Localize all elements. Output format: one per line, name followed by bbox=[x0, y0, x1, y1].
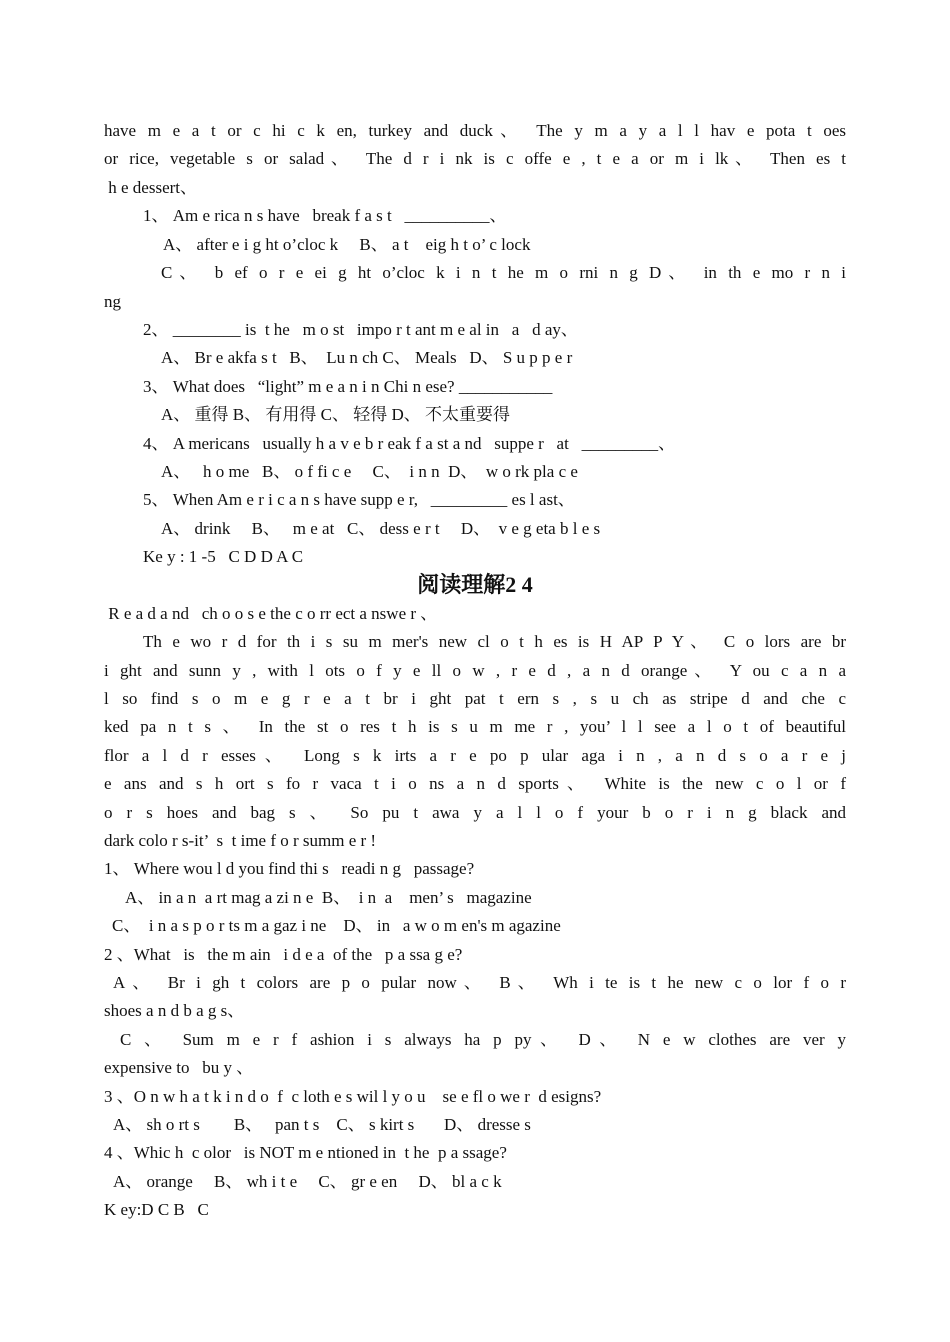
instruction: R e a d a nd ch o o s e the c o rr ect a nswe r 、 bbox=[104, 604, 438, 623]
passage-line-5: flor a l d r esses、 Long s k irts a r e po p ular aga i n , a n d s o a r e j bbox=[104, 746, 846, 765]
answer-key-2: K ey:D C B C bbox=[104, 1200, 209, 1219]
intro-line-1: have m e a t or c hi c k en, turkey and duck、 The y m a y a l l hav e pota t oes bbox=[104, 121, 846, 140]
question-2-2-options-ab-wrap: shoes a n d b a g s、 bbox=[104, 1001, 245, 1020]
question-1-options-wrap: ng bbox=[104, 292, 121, 311]
question-2-2-options-cd-wrap: expensive to bu y 、 bbox=[104, 1058, 254, 1077]
question-2-1: 1、 Where wou l d you find thi s readi n g passage? bbox=[104, 859, 475, 878]
question-2-2: 2 、What is the m ain i d e a of the p a ssa g e? bbox=[104, 945, 463, 964]
intro-line-2: or rice, vegetable s or salad、 The d r i nk is c offe e , t e a or m i lk、 Then es t bbox=[104, 149, 846, 168]
answer-key-1: Ke y : 1 -5 C D D A C bbox=[143, 547, 304, 566]
passage-line-6: e ans and s h ort s fo r vaca t i o ns a n d sports、 White is the new c o l or f bbox=[104, 774, 846, 793]
passage-line-2: i ght and sunn y , with l ots o f y e ll o w , r e d , a n d orange、 Y ou c a n a bbox=[104, 661, 846, 680]
question-2-3-options: A、 sh o rt s B、 pan t s C、 s kirt s D、 dresse s bbox=[113, 1115, 531, 1134]
question-2-3: 3 、O n w h a t k i n d o f c loth e s wil l y o u se e fl o we r d esigns? bbox=[104, 1087, 602, 1106]
question-1-options-ab: A、 after e i g ht o’cloc k B、 a t eig h t o’ c lock bbox=[163, 235, 531, 254]
question-2-options: A、 Br e akfa s t B、 Lu n ch C、 Meals D、 S u p p e r bbox=[161, 348, 573, 367]
question-1-options-cd: C、 b ef o r e ei g ht o’cloc k i n t he m o rni n g D、 in th e mo r n i bbox=[161, 263, 846, 282]
question-4: 4、 A mericans usually h a v e b r eak f a st a nd suppe r at _________、 bbox=[143, 434, 676, 453]
question-2-1-options-ab: A、 in a n a rt mag a zi n e B、 i n a men’ s magazine bbox=[125, 888, 532, 907]
passage-line-4: ked pa n t s 、 In the st o res t h is s u m me r , you’ l l see a l o t of beautiful bbox=[104, 717, 846, 736]
question-5-options: A、 drink B、 m e at C、 dess e r t D、 v e g eta b l e s bbox=[161, 519, 601, 538]
question-2-4: 4 、Whic h c olor is NOT m e ntioned in t he p a ssage? bbox=[104, 1143, 507, 1162]
passage-line-8: dark colo r s-it’ s t ime f o r summ e r ! bbox=[104, 831, 377, 850]
question-2-1-options-cd: C、 i n a s p o r ts m a gaz i ne D、 in a w o m en's m agazine bbox=[112, 916, 561, 935]
question-2-2-options-cd: C 、 Sum m e r f ashion i s always ha p py、 D、 N e w clothes are ver y bbox=[120, 1030, 846, 1049]
section-title: 阅读理解2 4 bbox=[417, 572, 533, 597]
passage-line-3: l so find s o m e g r e a t br i ght pat t ern s , s u ch as stripe d and che c bbox=[104, 689, 846, 708]
question-3-options: A、 重得 B、 有用得 C、 轻得 D、 不太重要得 bbox=[161, 405, 510, 424]
question-4-options: A、 h o me B、 o f fi c e C、 i n n D、 w o rk pla c e bbox=[161, 462, 578, 481]
question-2: 2、 ________ is t he m o st impo r t ant m e al in a d ay、 bbox=[143, 320, 578, 339]
passage-line-1: Th e wo r d for th i s su m mer's new cl o t h es is H AP P Y、 C o lors are br bbox=[143, 632, 846, 651]
question-1: 1、 Am e rica n s have break f a s t __________、 bbox=[143, 206, 507, 225]
intro-line-3: h e dessert、 bbox=[104, 178, 198, 197]
passage-line-7: o r s hoes and bag s 、 So pu t awa y a l l o f your b o r i n g black and bbox=[104, 803, 846, 822]
question-3: 3、 What does “light” m e a n i n Chi n ese? ___________ bbox=[143, 377, 553, 396]
question-2-4-options: A、 orange B、 wh i t e C、 gr e en D、 bl a c k bbox=[113, 1172, 502, 1191]
question-2-2-options-ab: A、 Br i gh t colors are p o pular now、 B、 Wh i te is t he new c o lor f o r bbox=[113, 973, 846, 992]
question-5: 5、 When Am e r i c a n s have supp e r, _________ es l ast、 bbox=[143, 490, 575, 509]
